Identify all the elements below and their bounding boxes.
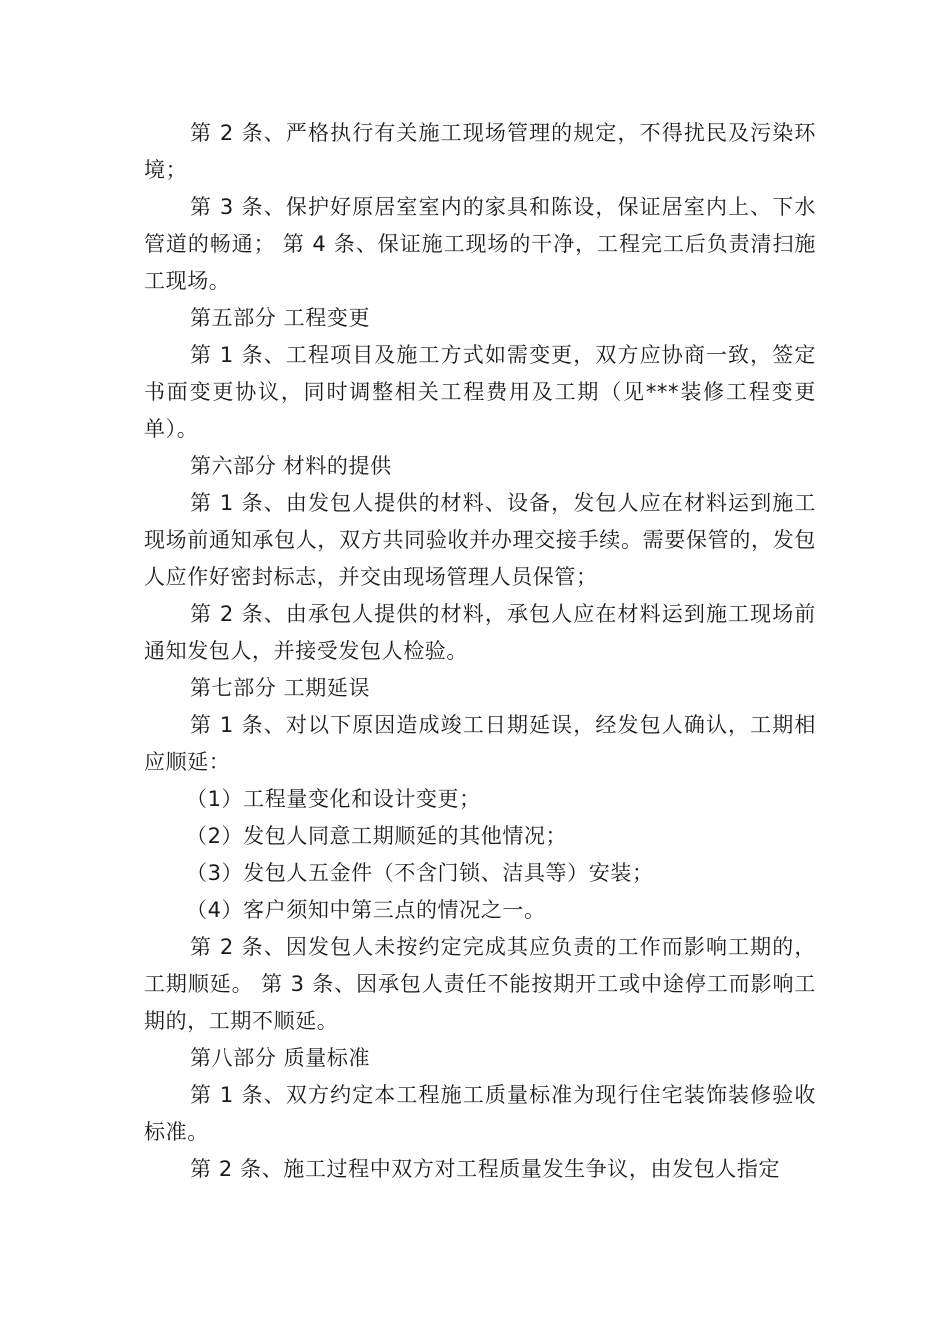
clause-paragraph: 第 2 条、由承包人提供的材料，承包人应在材料运到施工现场前通知发包人，并接受发包人检验。 <box>144 602 816 663</box>
clause-paragraph: 第 2 条、因发包人未按约定完成其应负责的工作而影响工期的，工期顺延。 第 3 条、因承包人责任不能按期开工或中途停工而影响工期的，工期不顺延。 <box>144 935 816 1033</box>
section-heading: 第七部分 工期延误 <box>190 676 371 700</box>
clause-paragraph: 第 2 条、施工过程中双方对工程质量发生争议，由发包人指定 <box>190 1157 781 1181</box>
list-item: （1）工程量变化和设计变更； <box>186 787 481 811</box>
clause-paragraph: 第 3 条、保护好原居室室内的家具和陈设，保证居室内上、下水管道的畅通； 第 4 条、保证施工现场的干净，工程完工后负责清扫施工现场。 <box>144 195 816 293</box>
clause-paragraph: 第 1 条、对以下原因造成竣工日期延误，经发包人确认，工期相应顺延： <box>144 713 816 774</box>
clause-paragraph: 第 1 条、双方约定本工程施工质量标准为现行住宅装饰装修验收标准。 <box>144 1083 816 1144</box>
clause-paragraph: 第 1 条、工程项目及施工方式如需变更，双方应协商一致，签定书面变更协议，同时调整相关工程费用及工期（见***装修工程变更单）。 <box>144 343 816 441</box>
document-body <box>144 115 816 1188</box>
section-heading: 第六部分 材料的提供 <box>190 454 392 478</box>
clause-paragraph: 第 1 条、由发包人提供的材料、设备，发包人应在材料运到施工现场前通知承包人，双方共同验收并办理交接手续。需要保管的，发包人应作好密封标志，并交由现场管理人员保管； <box>144 491 816 589</box>
section-heading: 第五部分 工程变更 <box>190 306 371 330</box>
clause-paragraph: 第 2 条、严格执行有关施工现场管理的规定，不得扰民及污染环境； <box>144 121 816 182</box>
list-item: （2）发包人同意工期顺延的其他情况； <box>186 824 568 848</box>
list-item: （4）客户须知中第三点的情况之一。 <box>186 898 546 922</box>
section-heading: 第八部分 质量标准 <box>190 1046 371 1070</box>
list-item: （3）发包人五金件（不含门锁、洁具等）安装； <box>186 861 654 885</box>
